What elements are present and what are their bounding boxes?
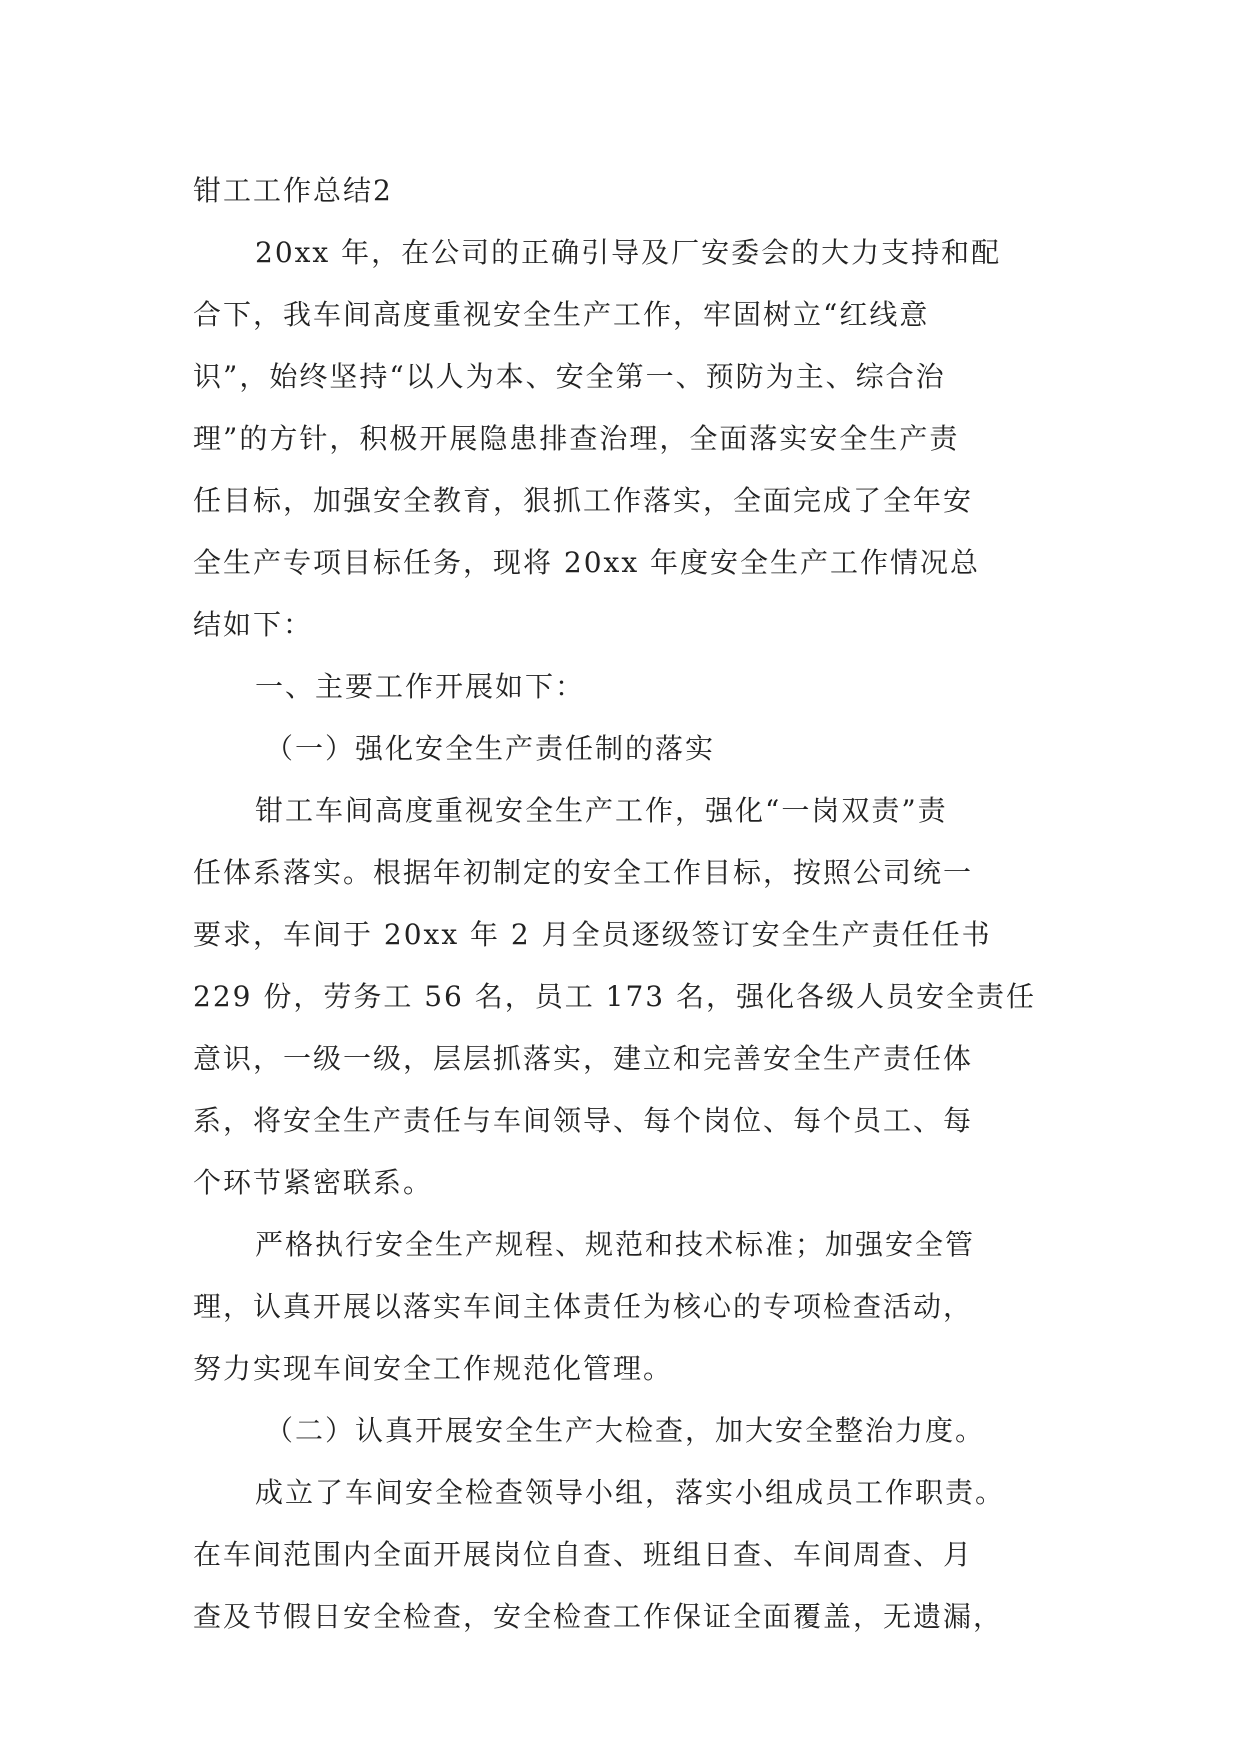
- paragraph-line: 229 份，劳务工 56 名，员工 173 名，强化各级人员安全责任: [193, 980, 1037, 1013]
- paragraph-line: 要求，车间于 20xx 年 2 月全员逐级签订安全生产责任任书: [193, 918, 992, 951]
- document-body: [193, 160, 1073, 1648]
- paragraph-line: 成立了车间安全检查领导小组，落实小组成员工作职责。: [255, 1476, 1006, 1509]
- paragraph-line: 结如下：: [193, 608, 314, 641]
- paragraph-line: 系，将安全生产责任与车间领导、每个岗位、每个员工、每: [193, 1104, 974, 1137]
- paragraph-line: 理，认真开展以落实车间主体责任为核心的专项检查活动，: [193, 1290, 974, 1323]
- paragraph-line: 钳工车间高度重视安全生产工作，强化“一岗双责”责: [255, 794, 948, 827]
- paragraph-line: 合下，我车间高度重视安全生产工作，牢固树立“红线意: [193, 298, 930, 331]
- paragraph-line: 意识，一级一级，层层抓落实，建立和完善安全生产责任体: [193, 1042, 974, 1075]
- paragraph-line: 理”的方针，积极开展隐患排查治理，全面落实安全生产责: [193, 422, 960, 455]
- paragraph-line: 严格执行安全生产规程、规范和技术标准；加强安全管: [255, 1228, 976, 1261]
- paragraph-line: 任目标，加强安全教育，狠抓工作落实，全面完成了全年安: [193, 484, 974, 517]
- paragraph-line: 全生产专项目标任务，现将 20xx 年度安全生产工作情况总: [193, 546, 981, 579]
- paragraph-line: 识”，始终坚持“以人为本、安全第一、预防为主、综合治: [193, 360, 946, 393]
- paragraph-line: 个环节紧密联系。: [193, 1166, 434, 1199]
- paragraph-line: 20xx 年，在公司的正确引导及厂安委会的大力支持和配: [255, 236, 1002, 269]
- subsection-heading: （一）强化安全生产责任制的落实: [265, 732, 716, 765]
- paragraph-line: 努力实现车间安全工作规范化管理。: [193, 1352, 674, 1385]
- paragraph-line: 任体系落实。根据年初制定的安全工作目标，按照公司统一: [193, 856, 974, 889]
- subsection-heading: （二）认真开展安全生产大检查，加大安全整治力度。: [265, 1414, 986, 1447]
- paragraph-line: 在车间范围内全面开展岗位自查、班组日查、车间周查、月: [193, 1538, 974, 1571]
- document-title: 钳工工作总结2: [193, 174, 393, 207]
- section-heading: 一、主要工作开展如下：: [255, 670, 586, 703]
- paragraph-line: 查及节假日安全检查，安全检查工作保证全面覆盖，无遗漏，: [193, 1600, 1004, 1633]
